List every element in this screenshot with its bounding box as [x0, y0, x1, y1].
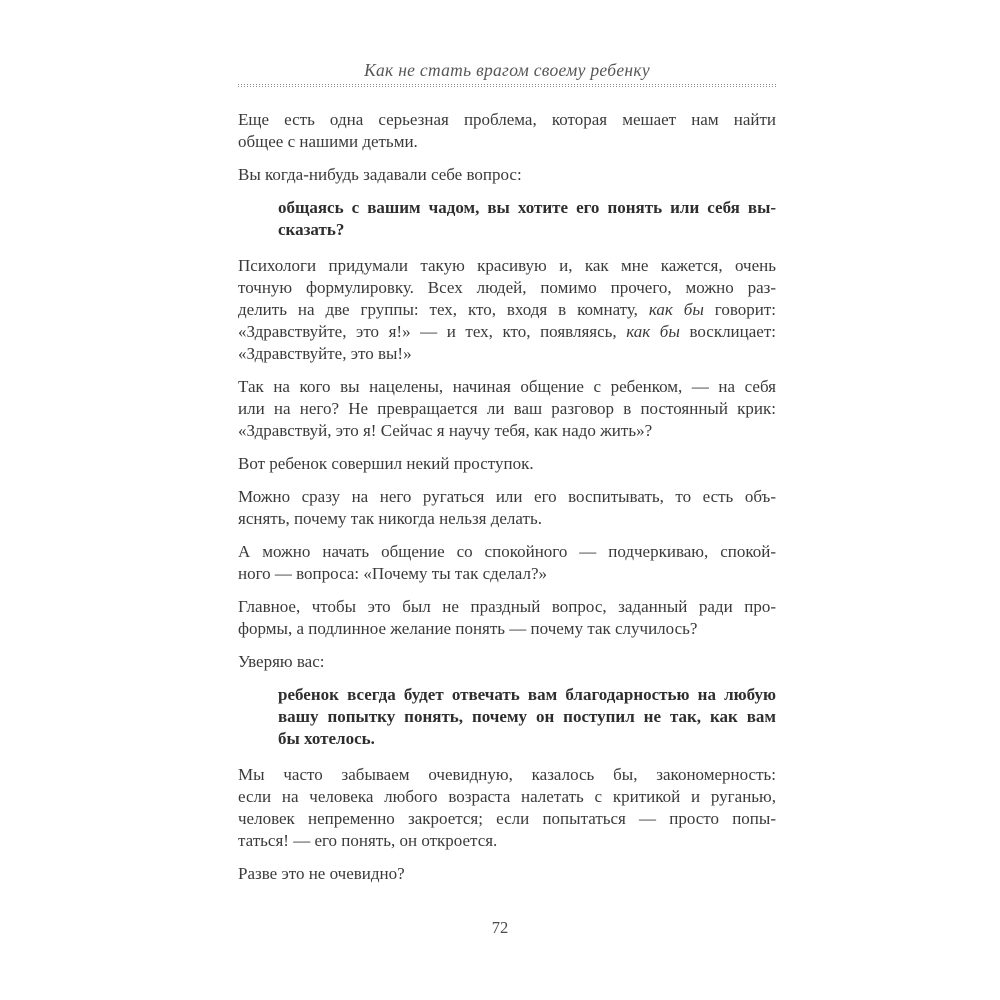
text-line — [238, 764, 776, 786]
text-segment: «Здравствуйте, это я!» — и тех, кто, появляясь, — [238, 322, 627, 341]
text-segment: или на него? Не превращается ли ваш разговор в постоянный крик: — [238, 399, 776, 418]
quote-paragraph — [238, 197, 776, 241]
paragraph — [238, 764, 776, 852]
text-segment: человек непременно закроется; если попытаться — просто попы- — [238, 809, 776, 828]
paragraph — [238, 109, 776, 153]
text-segment: ребенок всегда будет отвечать вам благодарностью на любую — [278, 685, 776, 704]
text-segment: говорит: — [703, 300, 777, 319]
text-segment: Так на кого вы нацелены, начиная общение с ребенком, — на себя — [238, 377, 776, 396]
text-segment: восклицает: — [679, 322, 776, 341]
paragraph — [238, 486, 776, 530]
text-segment: Можно сразу на него ругаться или его воспитывать, то есть объ- — [238, 487, 776, 506]
running-header: Как не стать врагом своему ребенку — [364, 60, 650, 80]
text-line — [238, 398, 776, 420]
text-segment: Вот ребенок совершил некий проступок. — [238, 454, 534, 473]
text-line — [238, 131, 776, 153]
text-line — [238, 486, 776, 508]
page-text — [238, 109, 776, 885]
text-line — [238, 563, 776, 585]
text-line — [238, 109, 776, 131]
text-line — [238, 277, 776, 299]
text-line — [238, 164, 776, 186]
text-line — [278, 728, 776, 750]
text-segment: если на человека любого возраста налетать с критикой и руганью, — [238, 787, 776, 806]
text-line — [278, 706, 776, 728]
text-line — [238, 651, 776, 673]
text-segment: формы, а подлинное желание понять — почему так случилось? — [238, 619, 698, 638]
text-line — [238, 343, 776, 365]
paragraph — [238, 164, 776, 186]
paragraph — [238, 596, 776, 640]
paragraph — [238, 255, 776, 365]
text-segment: А можно начать общение со спокойного — подчеркиваю, спокой- — [238, 542, 776, 561]
text-line — [238, 786, 776, 808]
text-line — [238, 618, 776, 640]
text-segment: вашу попытку понять, почему он поступил не так, как вам — [278, 707, 776, 726]
text-segment: сказать? — [278, 220, 345, 239]
text-line — [238, 808, 776, 830]
text-line — [238, 255, 776, 277]
text-segment: «Здравствуйте, это вы!» — [238, 344, 412, 363]
text-segment: делить на две группы: тех, кто, входя в комнату, — [238, 300, 649, 319]
text-line — [238, 541, 776, 563]
text-line — [278, 197, 776, 219]
quote-paragraph — [238, 684, 776, 750]
text-segment: яснять, почему так никогда нельзя делать. — [238, 509, 542, 528]
paragraph — [238, 863, 776, 885]
text-line — [238, 863, 776, 885]
text-line — [238, 321, 776, 343]
text-segment: точную формулировку. Всех людей, помимо прочего, можно раз- — [238, 278, 776, 297]
text-segment: общаясь с вашим чадом, вы хотите его понять или себя вы- — [278, 198, 776, 217]
text-line — [238, 453, 776, 475]
text-segment: ного — вопроса: «Почему ты так сделал?» — [238, 564, 548, 583]
paragraph — [238, 651, 776, 673]
text-line — [238, 299, 776, 321]
text-segment: Вы когда-нибудь задавали себе вопрос: — [238, 165, 522, 184]
text-segment: таться! — его понять, он откроется. — [238, 831, 498, 850]
header-dotted-rule — [238, 84, 776, 88]
italic-text-segment: как бы — [626, 322, 680, 341]
text-segment: Главное, чтобы это был не праздный вопрос, заданный ради про- — [238, 597, 776, 616]
paragraph — [238, 376, 776, 442]
text-segment: бы хотелось. — [278, 729, 375, 748]
paragraph — [238, 541, 776, 585]
text-segment: общее с нашими детьми. — [238, 132, 418, 151]
text-segment: Еще есть одна серьезная проблема, которая мешает нам найти — [238, 110, 776, 129]
text-line — [238, 830, 776, 852]
text-segment: Разве это не очевидно? — [238, 864, 405, 883]
text-line — [238, 596, 776, 618]
text-line — [278, 684, 776, 706]
text-column — [238, 0, 776, 896]
italic-text-segment: как бы — [648, 300, 704, 319]
text-segment: Уверяю вас: — [238, 652, 325, 671]
text-segment: «Здравствуй, это я! Сейчас я научу тебя, как надо жить»? — [238, 421, 653, 440]
text-line — [238, 508, 776, 530]
text-line — [238, 376, 776, 398]
text-segment: Мы часто забываем очевидную, казалось бы, закономерность: — [238, 765, 776, 784]
page-number: 72 — [491, 918, 509, 937]
text-line — [278, 219, 776, 241]
paragraph — [238, 453, 776, 475]
text-segment: Психологи придумали такую красивую и, как мне кажется, очень — [238, 256, 776, 275]
text-line — [238, 420, 776, 442]
